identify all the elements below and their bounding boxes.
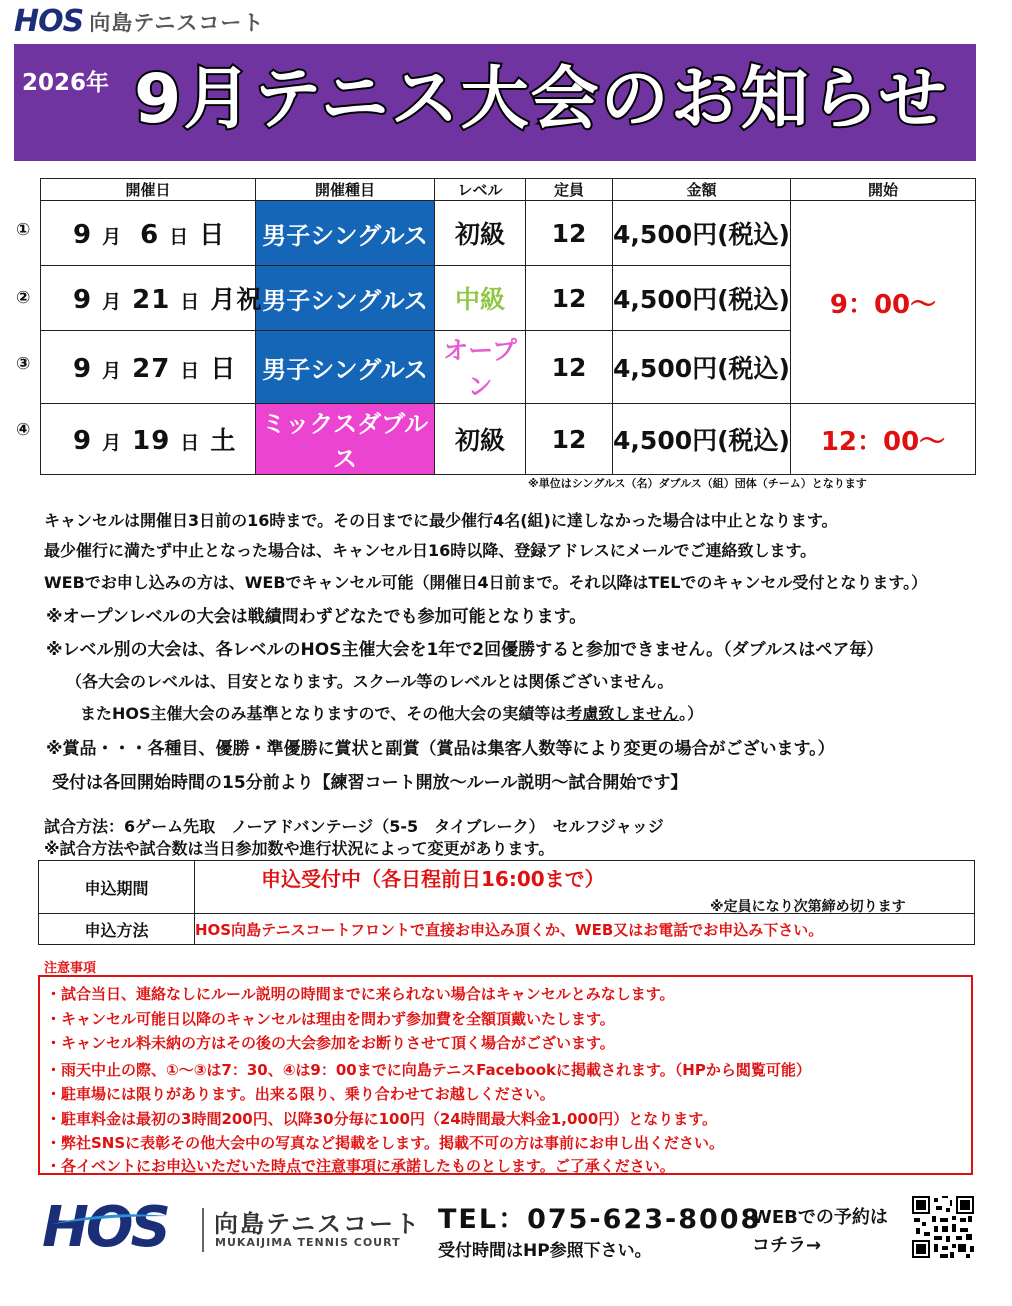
note-text: 。） [679, 704, 704, 723]
web-reserve-link[interactable]: コチラ→ [752, 1235, 822, 1256]
note-line: （各大会のレベルは、目安となります。スクール等のレベルとは関係ございません。 [66, 672, 674, 691]
start-time-cell: 9：00～ [791, 201, 976, 404]
row-number: ① [16, 220, 31, 240]
note-text: またHOS主催大会のみ基準となりますので、その他大会の実績等は [80, 704, 567, 723]
level-cell: オープン [435, 331, 526, 404]
date-cell [41, 331, 256, 404]
month: 9 [73, 285, 93, 315]
caution-item: ・駐車料金は最初の3時間200円、以降30分毎に100円（24時間最大料金1,000円）となります。 [46, 1110, 718, 1128]
month-unit: 月 [102, 226, 123, 248]
fee-cell: 4,500円(税込) [613, 201, 791, 266]
capacity-cell: 12 [526, 404, 613, 475]
fee-cell: 4,500円(税込) [613, 331, 791, 404]
note-line: 最少催行に満たず中止となった場合は、キャンセル日16時以降、登録アドレスにメールでご連絡致します。 [44, 541, 817, 560]
weekday: 日 [199, 220, 226, 249]
caution-item: ・雨天中止の際、①～③は7：30、④は9：00までに向島テニスFacebookに掲載されます。（HPから閲覧可能） [46, 1061, 811, 1079]
hos-logo: HOS [14, 4, 84, 39]
caution-item: ・弊社SNSに表彰その他大会中の写真など掲載をします。掲載不可の方は事前にお申し出ください。 [46, 1134, 724, 1152]
date-cell [41, 266, 263, 331]
note-line: 受付は各回開始時間の15分前より【練習コート開放～ルール説明～試合開始です】 [52, 773, 688, 793]
capacity-cell: 12 [526, 331, 613, 404]
row-number: ④ [16, 420, 31, 440]
month-unit: 月 [102, 360, 123, 382]
caution-box [38, 975, 973, 1175]
event-cell: 男子シングルス [256, 331, 435, 404]
caution-title: 注意事項 [44, 961, 97, 976]
caution-item: ・キャンセル料未納の方はその後の大会参加をお断りさせて頂く場合がございます。 [46, 1034, 615, 1052]
level-cell: 中級 [435, 266, 526, 331]
day: 27 [132, 354, 171, 384]
caution-item: ・キャンセル可能日以降のキャンセルは理由を問わず参加費を全額頂戴いたします。 [46, 1010, 615, 1028]
level-cell: 初級 [435, 404, 526, 475]
weekday: 土 [210, 426, 237, 455]
day-unit: 日 [180, 291, 201, 313]
fee-cell: 4,500円(税込) [613, 266, 791, 331]
logo-swoosh-icon [50, 1212, 170, 1226]
note-line: ※試合方法や試合数は当日参加数や進行状況によって変更があります。 [44, 839, 555, 858]
month: 9 [73, 220, 93, 250]
month: 9 [73, 426, 93, 456]
weekday: 日 [210, 354, 237, 383]
fee-cell: 4,500円(税込) [613, 404, 791, 475]
header-level: レベル [435, 179, 526, 201]
web-reserve-text: WEBでの予約は [752, 1207, 888, 1228]
month-unit: 月 [102, 432, 123, 454]
level-cell: 初級 [435, 201, 526, 266]
unit-note: ※単位はシングルス（名）ダブルス（組）団体（チーム）となります [528, 477, 867, 490]
qr-code-icon[interactable] [912, 1196, 974, 1258]
month: 9 [73, 354, 93, 384]
method-label: 申込方法 [39, 914, 195, 945]
event-cell: ミックスダブルス [256, 404, 435, 475]
header-logo-text: 向島テニスコート [89, 11, 265, 35]
weekday: 月祝 [210, 285, 263, 314]
footer-hours: 受付時間はHP参照下さい。 [438, 1241, 652, 1261]
date-cell [41, 404, 256, 475]
note-line: WEBでお申し込みの方は、WEBでキャンセル可能（開催日4日前まで。それ以降はTELでのキャンセル受付となります。） [44, 573, 928, 592]
header-capacity: 定員 [526, 179, 613, 201]
day: 19 [132, 426, 171, 456]
caution-item: ・試合当日、連絡なしにルール説明の時間までに来られない場合はキャンセルとみなします。 [46, 985, 675, 1003]
page-title: 9月テニス大会のお知らせ [134, 60, 949, 139]
period-label: 申込期間 [39, 861, 195, 914]
start-time-cell: 12：00～ [791, 404, 976, 475]
header-event: 開催種目 [256, 179, 435, 201]
header-logo [14, 6, 264, 38]
footer-name-en: MUKAIJIMA TENNIS COURT [215, 1236, 401, 1249]
capacity-cell: 12 [526, 201, 613, 266]
day: 21 [132, 285, 171, 315]
event-cell: 男子シングルス [256, 266, 435, 331]
footer-divider [202, 1208, 204, 1252]
method-value: HOS向島テニスコートフロントで直接お申込み頂くか、WEB又はお電話でお申込み下さい。 [195, 914, 975, 945]
header-date: 開催日 [41, 179, 256, 201]
note-line [80, 701, 703, 724]
banner-year: 2026年 [22, 70, 110, 96]
footer-tel: TEL：075-623-8008 [438, 1204, 762, 1235]
note-line: ※オープンレベルの大会は戦績問わずどなたでも参加可能となります。 [46, 607, 587, 627]
schedule-table [40, 178, 976, 475]
date-cell [41, 201, 256, 266]
day-unit: 日 [169, 226, 190, 248]
header-fee: 金額 [613, 179, 791, 201]
day: 6 [140, 220, 160, 250]
note-line: ※レベル別の大会は、各レベルのHOS主催大会を1年で2回優勝すると参加できません。（ダブルスはペア毎） [46, 640, 884, 660]
period-value: 申込受付中（各日程前日16:00まで） [261, 866, 605, 891]
month-unit: 月 [102, 291, 123, 313]
footer-name: 向島テニスコート [214, 1210, 422, 1238]
row-number: ② [16, 288, 31, 308]
note-underlined: 考慮致しません [566, 704, 680, 723]
note-line: ※賞品・・・各種目、優勝・準優勝に賞状と副賞（賞品は集客人数等により変更の場合がございます。） [46, 739, 835, 759]
table-row [41, 404, 976, 475]
table-row [39, 914, 975, 945]
note-line: 試合方法：6ゲーム先取 ノーアドバンテージ（5-5 タイブレーク） セルフジャッジ [44, 817, 664, 836]
footer-logo: HOS [42, 1195, 168, 1260]
capacity-cell: 12 [526, 266, 613, 331]
table-row [41, 201, 976, 266]
table-header-row [41, 179, 976, 201]
caution-item: ・駐車場には限りがあります。出来る限り、乗り合わせてお越しください。 [46, 1085, 555, 1103]
row-number: ③ [16, 354, 31, 374]
caution-item: ・各イベントにお申込いただいた時点で注意事項に承諾したものとします。ご了承ください。 [46, 1157, 675, 1175]
header-start: 開始 [791, 179, 976, 201]
note-line: キャンセルは開催日3日前の16時まで。その日までに最少催行4名(組)に達しなかった場合は中止となります。 [44, 511, 838, 530]
day-unit: 日 [180, 360, 201, 382]
period-note: ※定員になり次第締め切ります [710, 899, 906, 915]
event-cell: 男子シングルス [256, 201, 435, 266]
day-unit: 日 [180, 432, 201, 454]
